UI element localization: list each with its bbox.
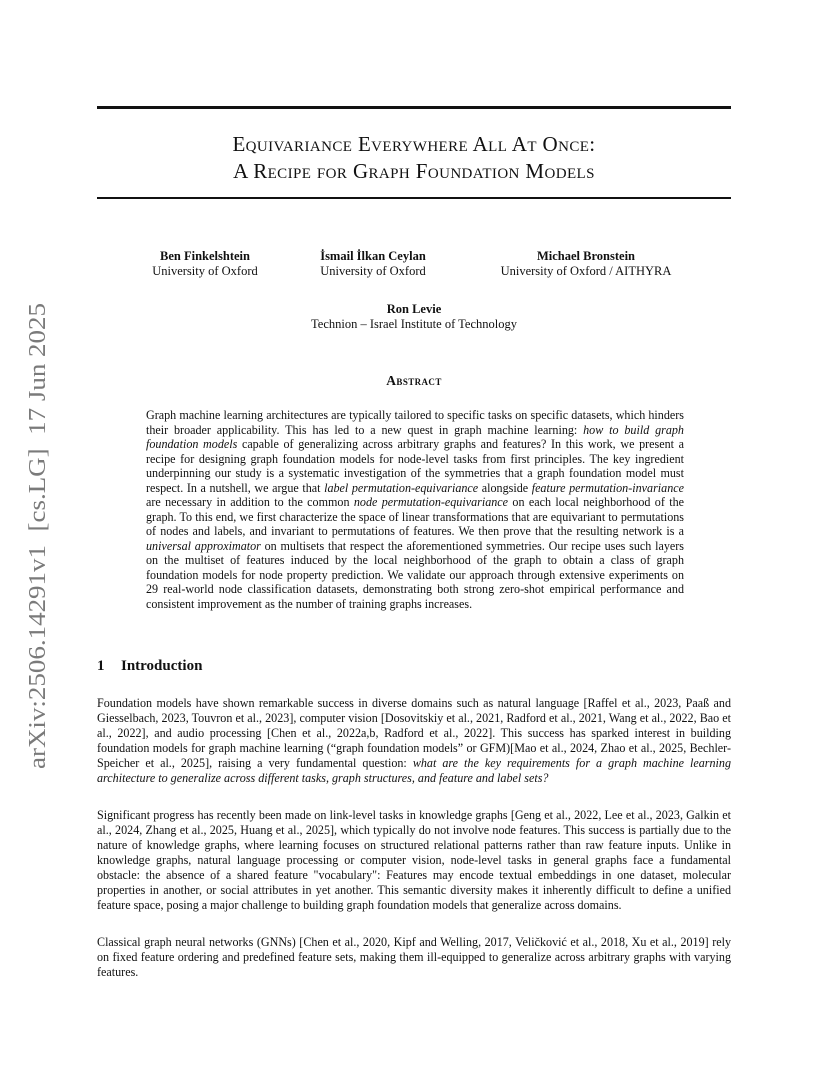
emphasized-text: what are the key requirements for a graph machine learning architecture to generalize across different tasks, graph structures, and feature and label sets? xyxy=(97,756,731,785)
abstract-text: Graph machine learning architectures are typically tailored to specific tasks on specific datasets, which hinders their broader applicability. This has led to a new quest in graph machine learning: how to build graph foundation models capable of generalizing across arbitrary graphs and features? In this work, we present a recipe for designing graph foundation models for node-level tasks from first principles. The key ingredient underpinning our study is a systematic investigation of the symmetries that a graph foundation model must respect. In a nutshell, we argue that label permutation-equivariance alongside feature permutation-invariance are necessary in addition to the common node permutation-equivariance on each local neighborhood of the graph. To this end, we first characterize the space of linear transformations that are equivariant to permutations of nodes and labels, and invariant to permutations of features. We then prove that the resulting network is a universal approximator on multisets that respect the aforementioned symmetries. Our recipe uses such layers on the multiset of features induced by the local neighborhood of the graph to obtain a class of graph foundation models for node property prediction. We validate our approach through extensive experiments on 29 real-world node classification datasets, demonstrating both strong zero-shot empirical performance and consistent improvement as the number of training graphs increases. xyxy=(146,408,684,611)
section-number: 1 xyxy=(97,658,105,674)
author-block xyxy=(486,249,686,279)
section-heading-introduction xyxy=(97,658,202,675)
intro-paragraph: Significant progress has recently been made on link-level tasks in knowledge graphs [Geng et al., 2022, Lee et al., 2023, Galkin et al., 2024, Zhang et al., 2025, Huang et al., 2025], which typically do not involve node features. This success is partially due to the nature of knowledge graphs, where learning focuses on structured relational patterns rather than raw feature inputs. Unlike in knowledge graphs, natural language processing or computer vision, node-level tasks in general graphs face a fundamental obstacle: the absence of a shared feature "vocabulary": Features may encode textual embeddings in one dataset, molecular properties in another, or social attributes in yet another. This semantic diversity makes it inherently difficult to define a unified feature space, posing a major challenge to building graph foundation models that generalize across domains. xyxy=(97,808,731,912)
author-affiliation: Technion – Israel Institute of Technology xyxy=(311,317,517,331)
author-affiliation: University of Oxford / AITHYRA xyxy=(500,264,672,278)
paper-title-line-1: Equivariance Everywhere All At Once: xyxy=(232,132,596,156)
author-affiliation: University of Oxford xyxy=(320,264,426,278)
author-name: İsmail İlkan Ceylan xyxy=(320,249,426,263)
author-name: Michael Bronstein xyxy=(536,249,636,263)
section-title: Introduction xyxy=(121,658,203,674)
abstract-heading: Abstract xyxy=(386,373,442,388)
emphasized-text: node permutation-equivariance xyxy=(353,495,509,509)
title-bottom-rule xyxy=(97,197,731,199)
author-name: Ben Finkelshtein xyxy=(160,249,250,263)
title-top-rule xyxy=(97,106,731,109)
author-name: Ron Levie xyxy=(386,302,442,316)
emphasized-text: label permutation-equivariance xyxy=(324,480,479,495)
paper-title-line-2: A Recipe for Graph Foundation Models xyxy=(233,159,595,183)
arxiv-id-text: arXiv:2506.14291v1 [cs.LG] 17 Jun 2025 xyxy=(24,345,51,769)
author-block xyxy=(288,249,458,279)
emphasized-text: how to build graph foundation models xyxy=(146,422,684,451)
arxiv-identifier-stamp xyxy=(0,0,70,1072)
author-block xyxy=(250,302,578,332)
author-affiliation: University of Oxford xyxy=(152,264,258,278)
arxiv-stamp-svg xyxy=(0,0,70,1072)
intro-paragraph: Classical graph neural networks (GNNs) [Chen et al., 2020, Kipf and Welling, 2017, Veličković et al., 2018, Xu et al., 2019] rely on fixed feature ordering and predefined feature sets, making them ill-equipped to generalize across arbitrary graphs with varying features. xyxy=(97,935,731,979)
author-block xyxy=(120,249,290,279)
emphasized-text: universal approximator xyxy=(146,538,261,553)
intro-paragraph: Foundation models have shown remarkable success in diverse domains such as natural language [Raffel et al., 2023, Paaß and Giesselbach, 2023, Touvron et al., 2023], computer vision [Dosovitskiy et al., 2021, Radford et al., 2021, Wang et al., 2022, Bao et al., 2022], and audio processing [Chen et al., 2022a,b, Radford et al., 2022]. This success has sparked interest in building foundation models for graph machine learning (“graph foundation models” or GFM)[Mao et al., 2024, Zhao et al., 2025, Bechler-Speicher et al., 2025], raising a very fundamental question: what are the key requirements for a graph machine learning architecture to generalize across different tasks, graph structures, and feature and label sets? xyxy=(97,696,731,785)
emphasized-text: feature permutation-invariance xyxy=(531,480,684,495)
